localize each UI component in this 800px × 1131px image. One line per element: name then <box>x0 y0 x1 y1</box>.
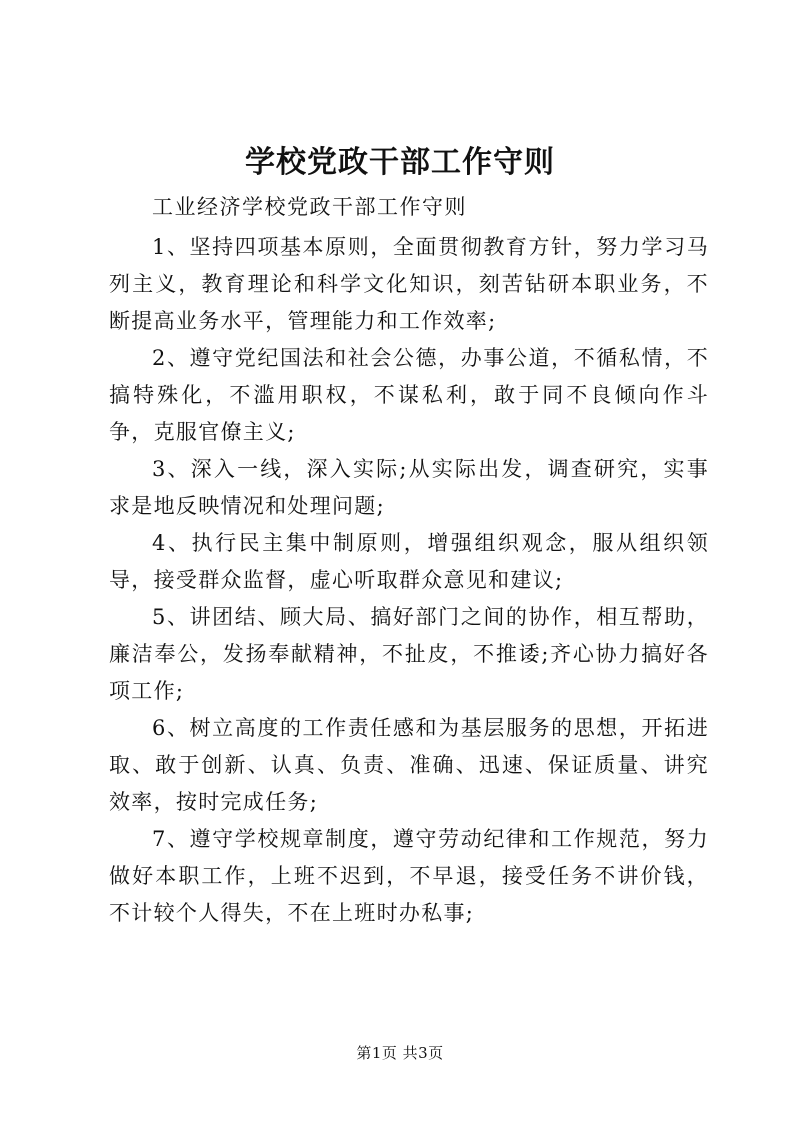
paragraph-6: 6、树立高度的工作责任感和为基层服务的思想，开拓进取、敢于创新、认真、负责、准确、迅速、保证质量、讲究效率，按时完成任务; <box>109 716 709 814</box>
paragraph-3: 3、深入一线，深入实际;从实际出发，调查研究，实事求是地反映情况和处理问题; <box>109 457 709 518</box>
document-title: 学校党政干部工作守则 <box>245 145 555 180</box>
document-body <box>109 229 709 932</box>
paragraph-2: 2、遵守党纪国法和社会公德，办事公道，不循私情，不搞特殊化，不滥用职权，不谋私利，敢于同不良倾向作斗争，克服官僚主义; <box>109 346 709 444</box>
paragraph-1: 1、坚持四项基本原则，全面贯彻教育方针，努力学习马列主义，教育理论和科学文化知识，刻苦钻研本职业务，不断提高业务水平，管理能力和工作效率; <box>109 235 709 333</box>
paragraph-5: 5、讲团结、顾大局、搞好部门之间的协作，相互帮助，廉洁奉公，发扬奉献精神，不扯皮，不推诿;齐心协力搞好各项工作; <box>109 605 709 703</box>
document-subtitle: 工业经济学校党政干部工作守则 <box>152 195 467 219</box>
paragraph-4: 4、执行民主集中制原则，增强组织观念，服从组织领导，接受群众监督，虚心听取群众意见和建议; <box>109 531 709 592</box>
paragraph-7: 7、遵守学校规章制度，遵守劳动纪律和工作规范，努力做好本职工作，上班不迟到，不早退，接受任务不讲价钱，不计较个人得失，不在上班时办私事; <box>109 827 709 925</box>
page-number-footer: 第1页 共3页 <box>356 1044 444 1062</box>
